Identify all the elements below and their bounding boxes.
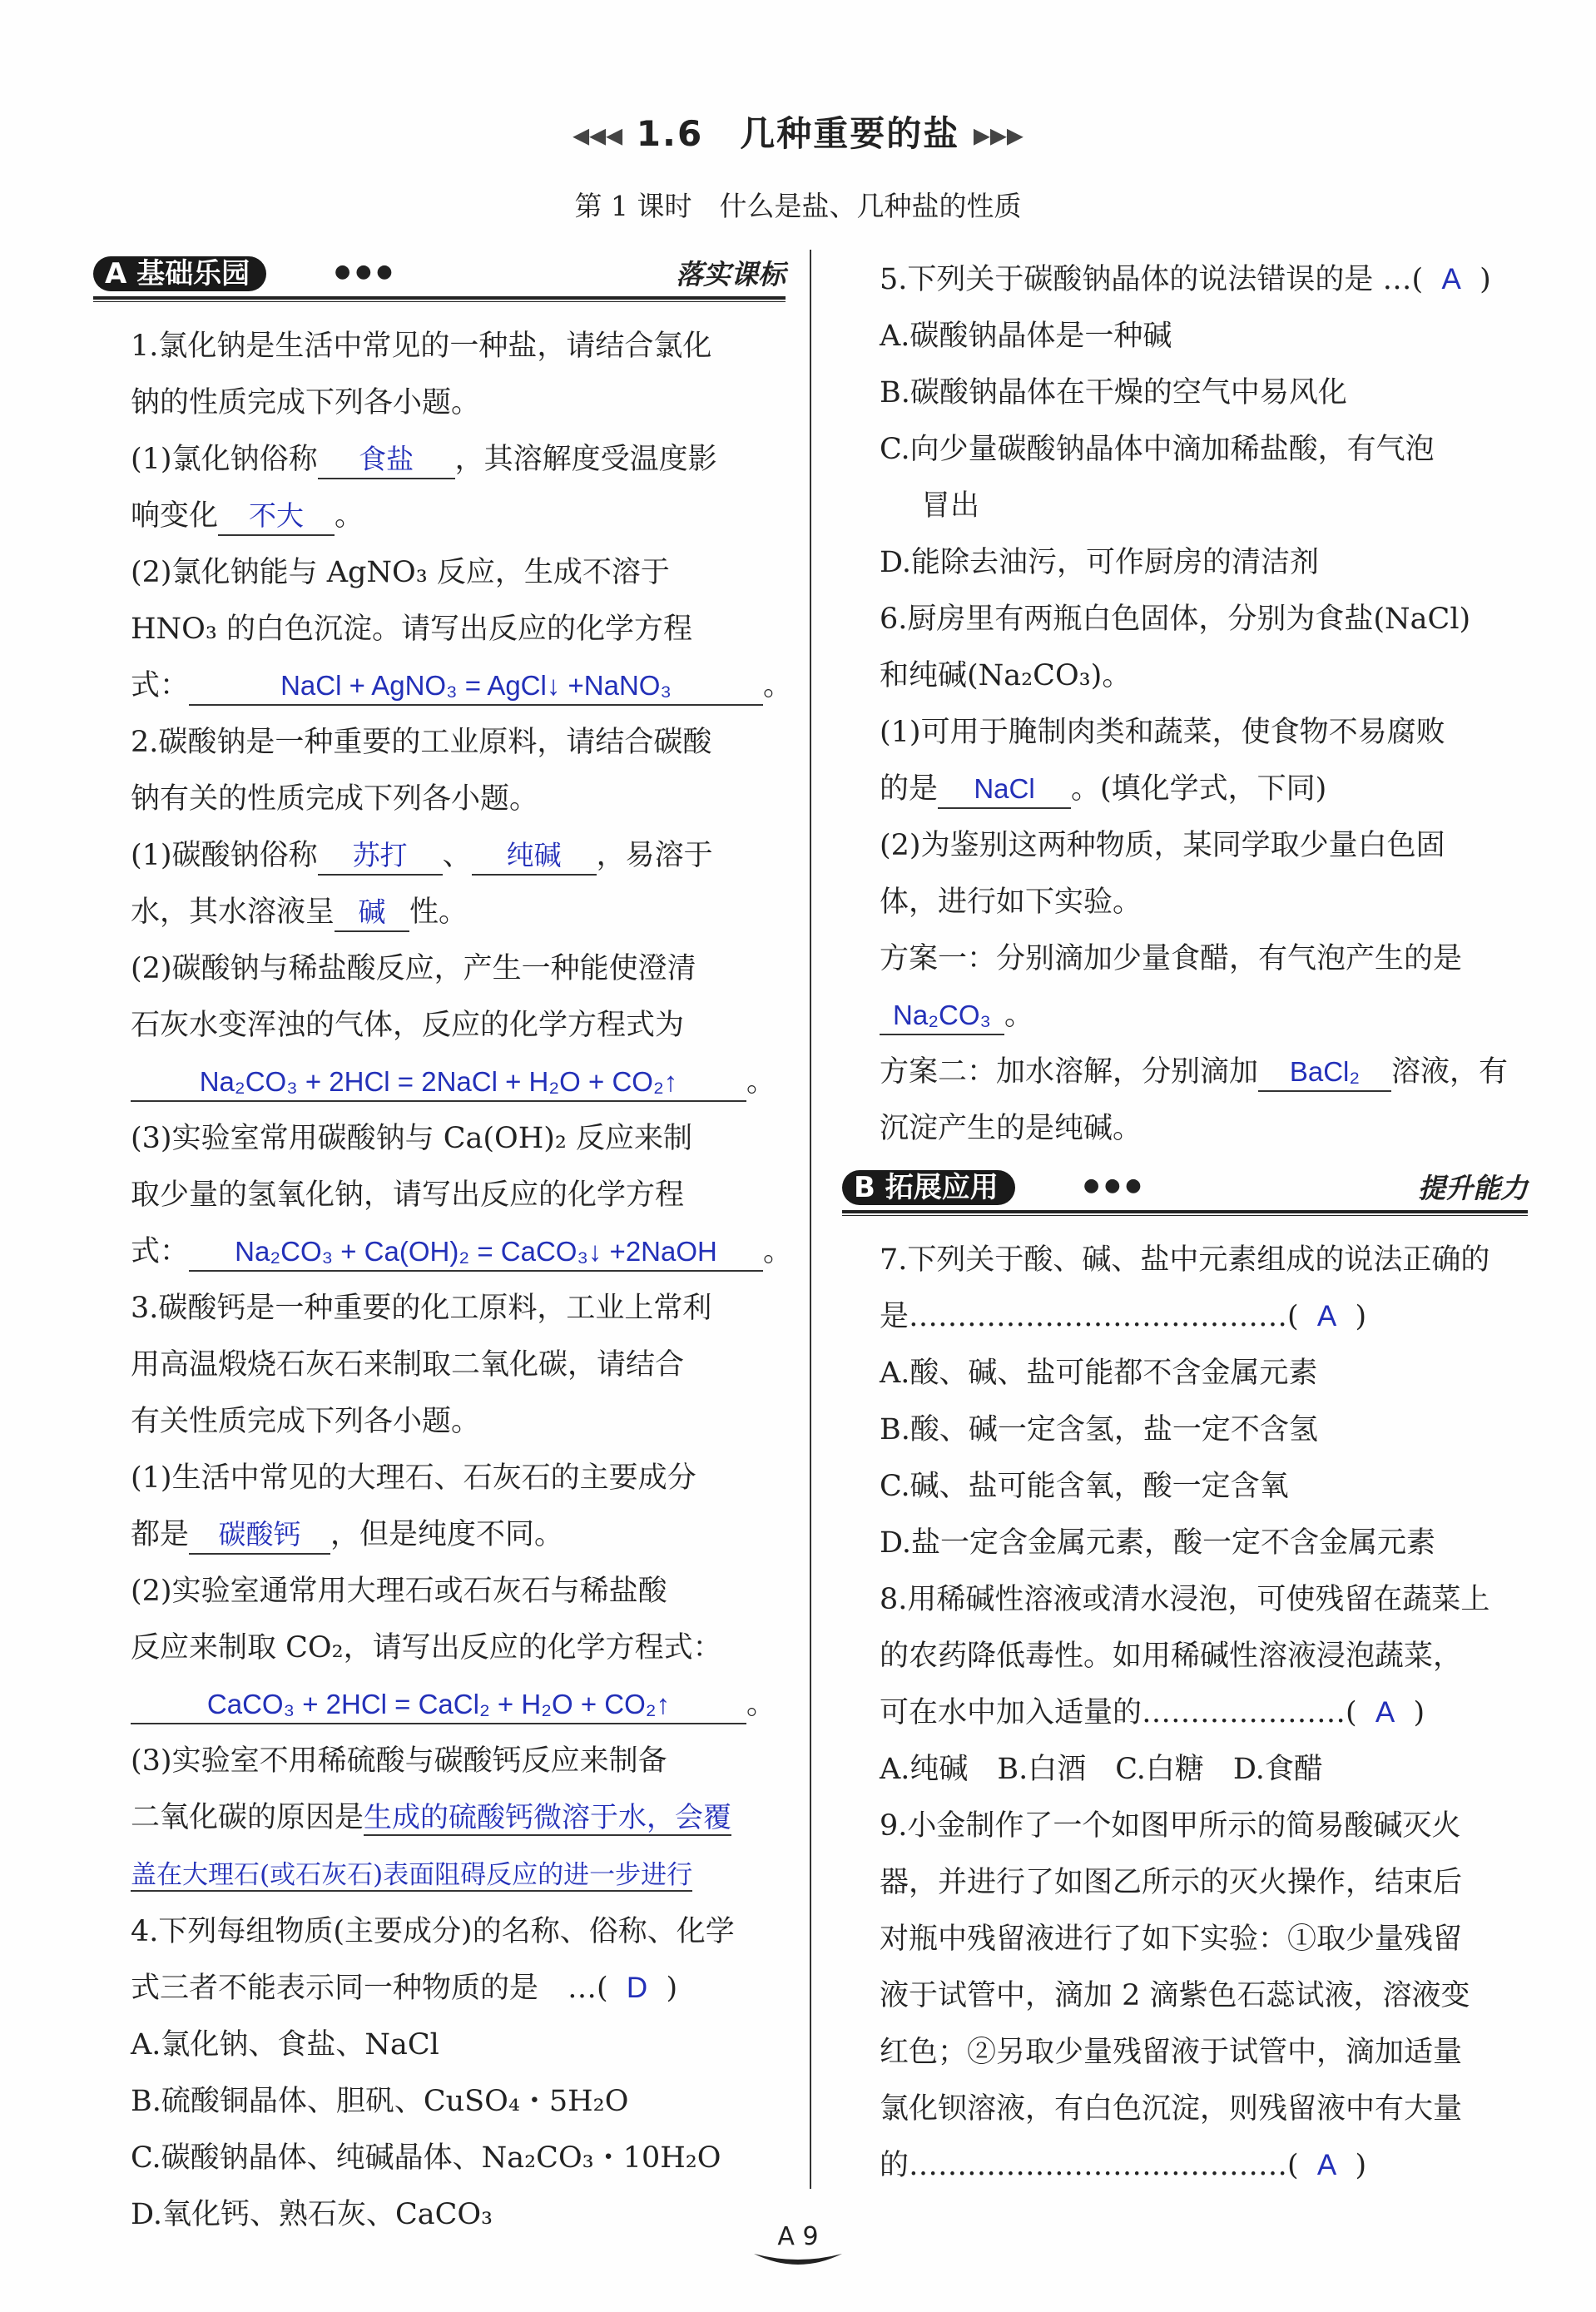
q3-line3: 有关性质完成下列各小题。 bbox=[131, 1405, 481, 1438]
section-a-dots: ●●● bbox=[335, 261, 398, 282]
q9-line4: 液于试管中，滴加 2 滴紫色石蕊试液，溶液变 bbox=[880, 1979, 1470, 2012]
section-b-dots: ●●● bbox=[1083, 1175, 1147, 1196]
q4-answer[interactable]: D bbox=[626, 1972, 648, 2004]
q6-part2b: 体，进行如下实验。 bbox=[880, 886, 1142, 919]
q7-answer[interactable]: A bbox=[1316, 1300, 1337, 1332]
column-divider bbox=[810, 250, 811, 2189]
q6-line2: 和纯碱(Na₂CO₃)。 bbox=[880, 659, 1132, 692]
left-arrows-icon: ◀◀◀ bbox=[572, 123, 623, 149]
q6-part1: (1)可用于腌制肉类和蔬菜，使食物不易腐败 bbox=[880, 716, 1445, 749]
q2-blank1[interactable]: 苏打 bbox=[318, 837, 443, 876]
q3-blank1[interactable]: 碳酸钙 bbox=[189, 1516, 330, 1555]
section-a-rule bbox=[93, 296, 786, 300]
q5-answer[interactable]: A bbox=[1441, 263, 1461, 295]
q1-blank3[interactable]: NaCl + AgNO₃ = AgCl↓ +NaNO₃ bbox=[189, 667, 763, 706]
q9-line1: 9.小金制作了一个如图甲所示的简易酸碱灭火 bbox=[880, 1809, 1461, 1843]
q1-part1b: 响变化 不大 。 bbox=[93, 488, 786, 544]
q3-part1b: 都是 碳酸钙 ，但是纯度不同。 bbox=[93, 1506, 786, 1563]
q5-option-d: D.能除去油污，可作厨房的清洁剂 bbox=[880, 546, 1319, 579]
q3-part2c: CaCO₃ + 2HCl = CaCl₂ + H₂O + CO₂↑ 。 bbox=[93, 1676, 786, 1733]
q7-option-a: A.酸、碱、盐可能都不含金属元素 bbox=[880, 1357, 1318, 1390]
q1-part2b: HNO₃ 的白色沉淀。请写出反应的化学方程 bbox=[131, 613, 692, 646]
q6-part4b: 沉淀产生的是纯碱。 bbox=[880, 1112, 1142, 1145]
q4-line1: 4.下列每组物质(主要成分)的名称、俗称、化学 bbox=[131, 1915, 735, 1948]
q3-blank2[interactable]: CaCO₃ + 2HCl = CaCl₂ + H₂O + CO₂↑ bbox=[131, 1686, 746, 1724]
q3-answer3b[interactable]: 盖在大理石(或石灰石)表面阻碍反应的进一步进行 bbox=[131, 1860, 693, 1890]
q8-line1: 8.用稀碱性溶液或清水浸泡，可使残留在蔬菜上 bbox=[880, 1583, 1490, 1616]
section-b-rule bbox=[842, 1210, 1528, 1213]
q5-option-c-cont: 冒出 bbox=[921, 489, 980, 523]
q2-part3c: 式： Na₂CO₃ + Ca(OH)₂ = CaCO₃↓ +2NaOH 。 bbox=[93, 1223, 786, 1280]
q3-part3c bbox=[93, 1846, 786, 1903]
q5-option-a: A.碳酸钠晶体是一种碱 bbox=[880, 320, 1172, 353]
q2-blank2[interactable]: 纯碱 bbox=[472, 837, 597, 876]
q6-blank3[interactable]: BaCl₂ bbox=[1258, 1054, 1391, 1092]
q2-line1: 2.碳酸钠是一种重要的工业原料，请结合碳酸 bbox=[131, 726, 712, 759]
q3-part2b: 反应来制取 CO₂，请写出反应的化学方程式： bbox=[131, 1631, 722, 1665]
q3-line1: 3.碳酸钙是一种重要的化工原料，工业上常利 bbox=[131, 1292, 712, 1325]
q7-line2: 是…………………………………( A ) bbox=[880, 1300, 1367, 1333]
q7-option-c: C.碱、盐可能含氧，酸一定含氧 bbox=[880, 1470, 1289, 1503]
q2-part1: (1)碳酸钠俗称 苏打 、 纯碱 ，易溶于 bbox=[93, 827, 786, 884]
section-b-tag: 提升能力 bbox=[1418, 1172, 1528, 1204]
q4-line2: 式三者不能表示同一种物质的是 …( D ) bbox=[131, 1972, 678, 2005]
q1-line2: 钠的性质完成下列各小题。 bbox=[131, 386, 481, 419]
q9-answer[interactable]: A bbox=[1316, 2149, 1337, 2181]
q5-option-b: B.碳酸钠晶体在干燥的空气中易风化 bbox=[880, 376, 1347, 409]
q7-line1: 7.下列关于酸、碱、盐中元素组成的说法正确的 bbox=[880, 1243, 1490, 1277]
q4-option-a: A.氯化钠、食盐、NaCl bbox=[131, 2028, 439, 2061]
q6-blank2[interactable]: Na₂CO₃ bbox=[880, 997, 1004, 1035]
q4-option-d: D.氧化钙、熟石灰、CaCO₃ bbox=[131, 2198, 493, 2231]
q2-part2b: 石灰水变浑浊的气体，反应的化学方程式为 bbox=[131, 1009, 685, 1042]
q1-part1: (1)氯化钠俗称 食盐 ，其溶解度受温度影 bbox=[93, 431, 786, 488]
q2-blank4[interactable]: Na₂CO₃ + 2HCl = 2NaCl + H₂O + CO₂↑ bbox=[131, 1064, 746, 1102]
q3-line2: 用高温煅烧石灰石来制取二氧化碳，请结合 bbox=[131, 1348, 685, 1382]
lesson-subtitle: 第 1 课时 什么是盐、几种盐的性质 bbox=[574, 190, 1022, 222]
q3-part3b: 二氧化碳的原因是生成的硫酸钙微溶于水，会覆 bbox=[131, 1801, 732, 1834]
q9-line2: 器，并进行了如图乙所示的灭火操作，结束后 bbox=[880, 1866, 1463, 1899]
q5-option-c: C.向少量碳酸钠晶体中滴加稀盐酸，有气泡 bbox=[880, 433, 1435, 466]
q8-line2: 的农药降低毒性。如用稀碱性溶液浸泡蔬菜， bbox=[880, 1640, 1463, 1673]
q1-part2: (2)氯化钠能与 AgNO₃ 反应，生成不溶于 bbox=[131, 556, 670, 589]
section-a-tag: 落实课标 bbox=[676, 258, 786, 290]
q5-line1: 5.下列关于碳酸钠晶体的说法错误的是 …( A ) bbox=[880, 263, 1491, 296]
q8-line3: 可在水中加入适量的…………………( A ) bbox=[880, 1696, 1425, 1729]
q1-blank1[interactable]: 食盐 bbox=[318, 441, 455, 479]
q3-part1: (1)生活中常见的大理石、石灰石的主要成分 bbox=[131, 1461, 696, 1495]
q6-part3b: Na₂CO₃ 。 bbox=[842, 987, 1528, 1044]
section-b-label: B 拓展应用 bbox=[842, 1170, 1015, 1205]
page-swoosh-icon bbox=[751, 2247, 845, 2272]
q6-part2: (2)为鉴别这两种物质，某同学取少量白色固 bbox=[880, 829, 1445, 862]
q2-part3b: 取少量的氢氧化钠，请写出反应的化学方程 bbox=[131, 1178, 685, 1212]
q4-option-c: C.碳酸钠晶体、纯碱晶体、Na₂CO₃・10H₂O bbox=[131, 2141, 721, 2175]
q6-part3: 方案一：分别滴加少量食醋，有气泡产生的是 bbox=[880, 942, 1463, 975]
title-text: 1.6 几种重要的盐 bbox=[636, 113, 960, 154]
q6-blank1[interactable]: NaCl bbox=[938, 771, 1071, 809]
left-column bbox=[93, 251, 793, 2243]
section-a-header bbox=[93, 251, 786, 303]
q1-part2c: 式： NaCl + AgNO₃ = AgCl↓ +NaNO₃ 。 bbox=[93, 657, 786, 714]
q6-line1: 6.厨房里有两瓶白色固体，分别为食盐(NaCl) bbox=[880, 603, 1471, 636]
section-a-label: A 基础乐园 bbox=[93, 256, 266, 291]
lesson-title bbox=[0, 107, 1596, 156]
q3-part2: (2)实验室通常用大理石或石灰石与稀盐酸 bbox=[131, 1575, 667, 1608]
q2-part2c: Na₂CO₃ + 2HCl = 2NaCl + H₂O + CO₂↑ 。 bbox=[93, 1054, 786, 1110]
q2-part3: (3)实验室常用碳酸钠与 Ca(OH)₂ 反应来制 bbox=[131, 1122, 693, 1155]
right-arrows-icon: ▶▶▶ bbox=[973, 123, 1024, 149]
q3-answer3a[interactable]: 生成的硫酸钙微溶于水，会覆 bbox=[364, 1801, 732, 1834]
q8-options: A.纯碱 B.白酒 C.白糖 D.食醋 bbox=[880, 1753, 1323, 1786]
q6-part4: 方案二：加水溶解，分别滴加 BaCl₂ 溶液，有 bbox=[842, 1044, 1528, 1100]
q1-line1: 1.氯化钠是生活中常见的一种盐，请结合氯化 bbox=[131, 330, 712, 363]
q2-part1b: 水，其水溶液呈 碱 性。 bbox=[93, 884, 786, 940]
q9-line5: 红色；②另取少量残留液于试管中，滴加适量 bbox=[880, 2036, 1463, 2069]
q9-line6: 氯化钡溶液，有白色沉淀，则残留液中有大量 bbox=[880, 2092, 1463, 2126]
page-number: A 9 bbox=[777, 2222, 819, 2251]
section-b-rule-thin bbox=[842, 1215, 1528, 1216]
q2-blank3[interactable]: 碱 bbox=[335, 894, 409, 932]
q9-line3: 对瓶中残留液进行了如下实验：①取少量残留 bbox=[880, 1923, 1463, 1956]
q3-part3: (3)实验室不用稀硫酸与碳酸钙反应来制备 bbox=[131, 1744, 667, 1778]
q1-blank2[interactable]: 不大 bbox=[218, 498, 335, 536]
q2-blank5[interactable]: Na₂CO₃ + Ca(OH)₂ = CaCO₃↓ +2NaOH bbox=[189, 1233, 763, 1272]
q6-part1b: 的是 NaCl 。(填化学式，下同) bbox=[842, 761, 1528, 817]
section-a-rule-thin bbox=[93, 301, 786, 302]
q8-answer[interactable]: A bbox=[1375, 1696, 1395, 1729]
section-b-header bbox=[842, 1165, 1528, 1217]
q7-option-b: B.酸、碱一定含氢，盐一定不含氢 bbox=[880, 1413, 1318, 1446]
q2-line2: 钠有关的性质完成下列各小题。 bbox=[131, 782, 539, 816]
q9-line7: 的…………………………………( A ) bbox=[880, 2149, 1367, 2182]
q2-part2: (2)碳酸钠与稀盐酸反应，产生一种能使澄清 bbox=[131, 952, 696, 985]
q4-option-b: B.硫酸铜晶体、胆矾、CuSO₄・5H₂O bbox=[131, 2085, 629, 2118]
q7-option-d: D.盐一定含金属元素，酸一定不含金属元素 bbox=[880, 1526, 1435, 1560]
right-column bbox=[842, 251, 1528, 2194]
